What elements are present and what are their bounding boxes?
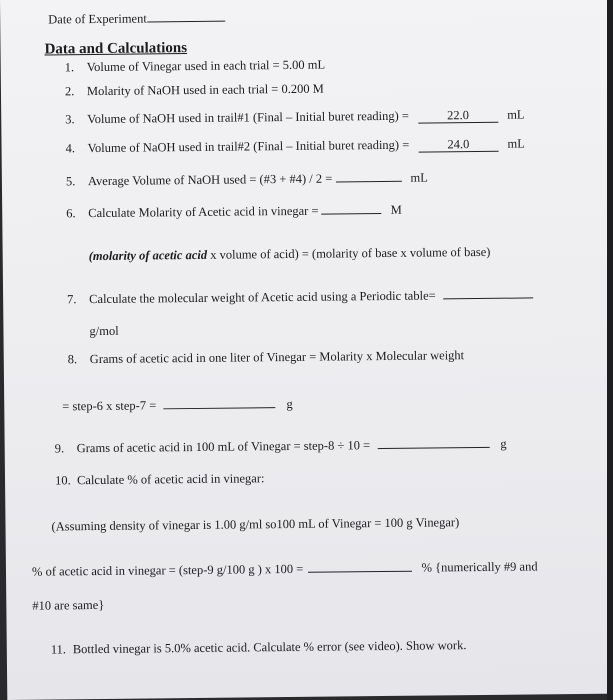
molarity-formula: (molarity of acetic acid x volume of acid) = (molarity of base x volume of base) [88,244,491,264]
trial2-volume-answer[interactable]: 24.0 [418,138,498,152]
item-10: 10. Calculate % of acetic acid in vinegar: [54,471,265,488]
item-3: 3. Volume of NaOH used in trail#1 (Final – Initial buret reading) = 22.0 mL [65,107,525,127]
percent-acid-blank[interactable] [308,570,412,573]
molecular-weight-blank[interactable] [443,296,533,299]
grams-per-100ml-blank[interactable] [377,446,489,449]
item-2: 2. Molarity of NaOH used in each trial = 0.200 M [64,81,324,99]
page-edge [607,0,613,700]
date-blank[interactable] [147,20,225,23]
item-6: 6. Calculate Molarity of Acetic acid in vinegar = M [66,202,402,221]
date-line [48,12,225,26]
molarity-acid-blank[interactable] [322,212,382,215]
item-8-line2: = step-6 x step-7 = g [62,396,293,414]
date-label: Date of Experiment [48,11,147,27]
item-11: 11. Bottled vinegar is 5.0% acetic acid. Calculate % error (see video). Show work. [50,638,467,657]
item-7-unit: g/mol [89,323,119,339]
grams-per-liter-blank[interactable] [163,406,275,409]
percent-note: #10 are same} [32,597,105,613]
item-8: 8. Grams of acetic acid in one liter of Vinegar = Molarity x Molecular weight [67,348,465,367]
density-assumption: (Assuming density of vinegar is 1.00 g/ml so100 mL of Vinegar = 100 g Vinegar) [51,515,460,534]
item-5: 5. Average Volume of NaOH used = (#3 + #4) / 2 = mL [65,170,428,189]
item-9: 9. Grams of acetic acid in 100 mL of Vinegar = step-8 ÷ 10 = g [54,436,507,456]
percent-formula: % of acetic acid in vinegar = (step-9 g/100 g ) x 100 = % {numerically #9 and [31,559,538,579]
trial1-volume-answer[interactable]: 22.0 [418,109,498,123]
section-title: Data and Calculations [44,40,188,58]
item-7: 7. Calculate the molecular weight of Acetic acid using a Periodic table= [67,288,533,305]
average-volume-blank[interactable] [335,180,401,183]
item-1: 1. Volume of Vinegar used in each trial = 5.00 mL [64,57,326,75]
item-4: 4. Volume of NaOH used in trail#2 (Final – Initial buret reading) = 24.0 mL [65,136,525,156]
